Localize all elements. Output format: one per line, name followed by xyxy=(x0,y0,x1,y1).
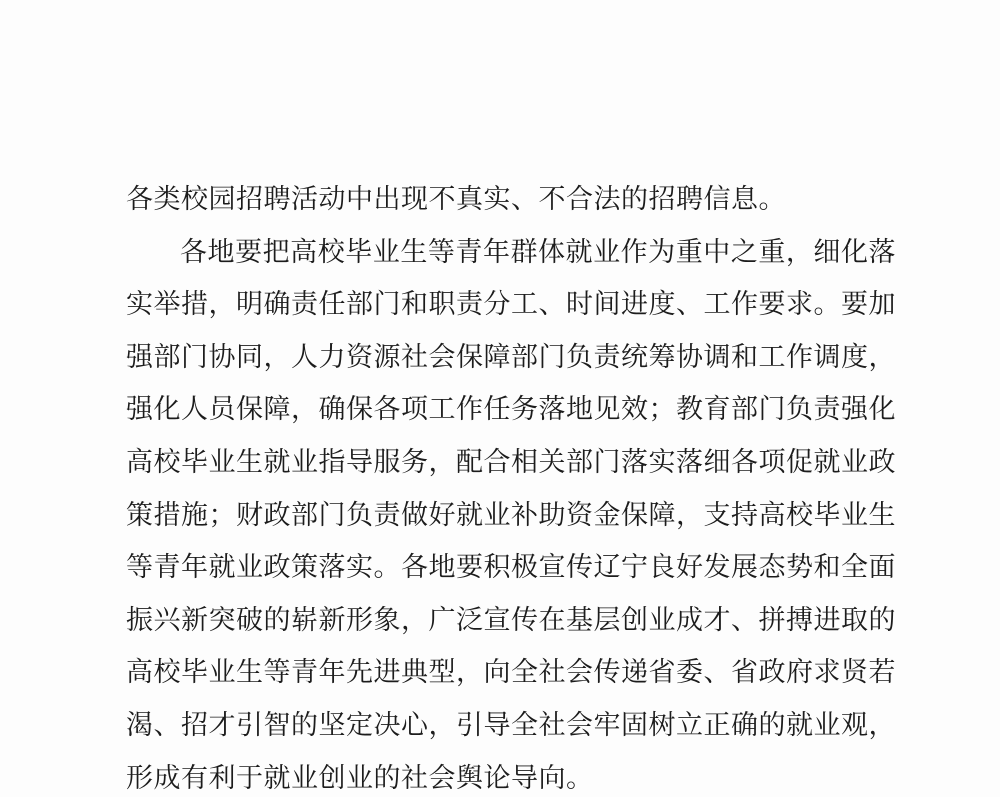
text-line-7: 策措施；财政部门负责做好就业补助资金保障，支持高校毕业生 xyxy=(126,499,896,531)
text-line-3: 实举措，明确责任部门和职责分工、时间进度、工作要求。要加 xyxy=(126,289,896,321)
text-line-12: 形成有利于就业创业的社会舆论导向。 xyxy=(126,762,594,794)
text-line-2: 各地要把高校毕业生等青年群体就业作为重中之重，细化落 xyxy=(180,236,896,268)
text-line-9: 振兴新突破的崭新形象，广泛宣传在基层创业成才、拼搏进取的 xyxy=(126,604,896,636)
text-line-6: 高校毕业生就业指导服务，配合相关部门落实落细各项促就业政 xyxy=(126,446,896,478)
text-line-11: 渴、招才引智的坚定决心，引导全社会牢固树立正确的就业观， xyxy=(126,709,896,741)
text-line-1: 各类校园招聘活动中出现不真实、不合法的招聘信息。 xyxy=(126,184,786,215)
text-line-10: 高校毕业生等青年先进典型，向全社会传递省委、省政府求贤若 xyxy=(126,657,896,689)
document-body xyxy=(126,174,896,805)
text-line-8: 等青年就业政策落实。各地要积极宣传辽宁良好发展态势和全面 xyxy=(126,552,896,584)
text-line-4: 强部门协同，人力资源社会保障部门负责统筹协调和工作调度， xyxy=(126,341,896,373)
text-line-5: 强化人员保障，确保各项工作任务落地见效；教育部门负责强化 xyxy=(126,394,896,426)
